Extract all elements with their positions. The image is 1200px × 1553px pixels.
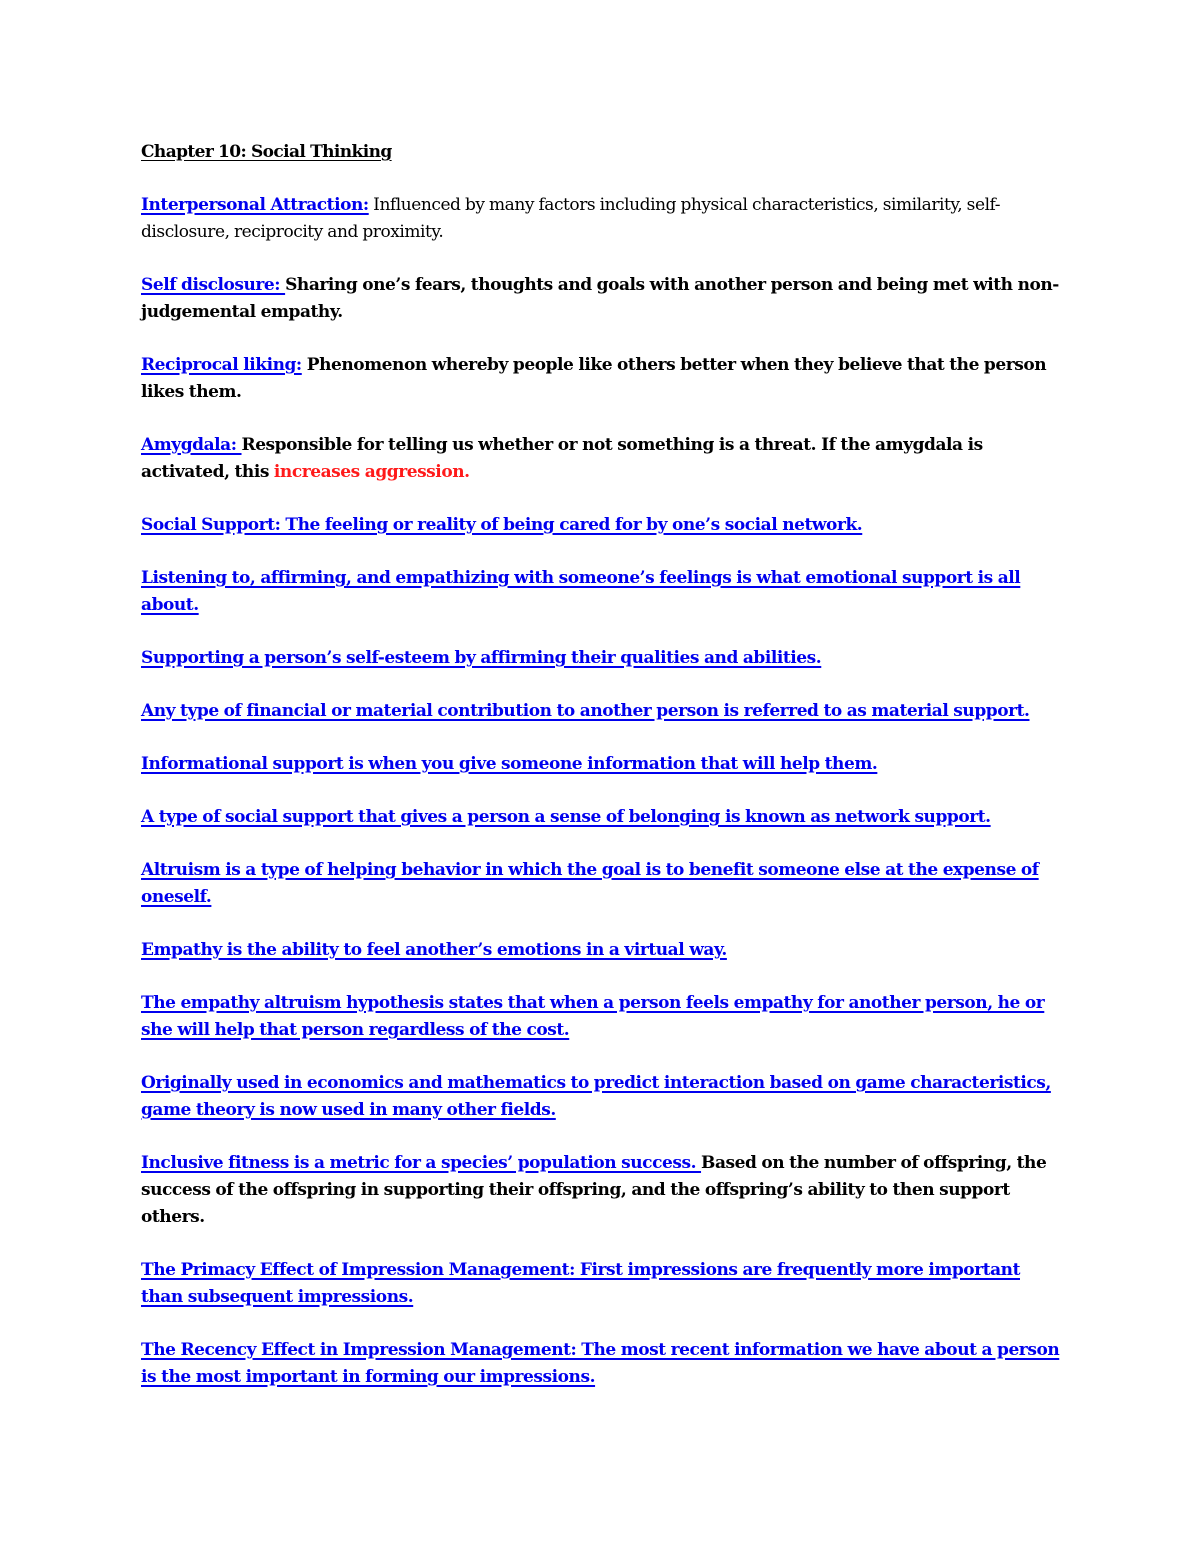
link-paragraph bbox=[141, 751, 1066, 778]
term-interpersonal-attraction[interactable]: Interpersonal Attraction: bbox=[141, 195, 369, 215]
term-self-disclosure[interactable]: Self disclosure: bbox=[141, 275, 286, 295]
definition-text: Phenomenon whereby people like others better when they believe that the person likes them. bbox=[141, 355, 1047, 402]
link-inclusive-fitness[interactable]: Inclusive fitness is a metric for a species’ population success. bbox=[141, 1153, 702, 1173]
inclusive-fitness-text: Based on the number of offspring, the success of the offspring in supporting their offspring, and the offspring’s ability to then support others. bbox=[141, 1153, 1047, 1227]
definition-text: Responsible for telling us whether or not something is a threat. If the amygdala is activated, this bbox=[141, 435, 983, 482]
link-social-support[interactable]: Social Support: The feeling or reality of being cared for by one’s social network. bbox=[141, 515, 863, 535]
link-material-support[interactable]: Any type of financial or material contribution to another person is referred to as material support. bbox=[141, 701, 1030, 721]
link-paragraph bbox=[141, 512, 1066, 539]
chapter-title: Chapter 10: Social Thinking bbox=[141, 142, 392, 162]
link-paragraph bbox=[141, 645, 1066, 672]
document-body bbox=[141, 139, 1066, 1391]
term-amygdala[interactable]: Amygdala: bbox=[141, 435, 242, 455]
definition-text: Sharing one’s fears, thoughts and goals with another person and being met with non-judgemental empathy. bbox=[141, 275, 1059, 322]
definition-amygdala bbox=[141, 432, 1066, 486]
link-paragraph bbox=[141, 937, 1066, 964]
link-informational-support[interactable]: Informational support is when you give someone information that will help them. bbox=[141, 754, 878, 774]
inclusive-fitness-paragraph bbox=[141, 1150, 1066, 1231]
link-recency-effect[interactable]: The Recency Effect in Impression Management: The most recent information we have about a person is the most important in forming our impressions. bbox=[141, 1340, 1060, 1387]
definition-interpersonal-attraction bbox=[141, 192, 1066, 246]
link-paragraph bbox=[141, 1070, 1066, 1124]
definition-self-disclosure bbox=[141, 272, 1066, 326]
link-empathy[interactable]: Empathy is the ability to feel another’s emotions in a virtual way. bbox=[141, 940, 727, 960]
link-paragraph bbox=[141, 804, 1066, 831]
link-paragraph bbox=[141, 565, 1066, 619]
link-altruism[interactable]: Altruism is a type of helping behavior in which the goal is to benefit someone else at the expense of oneself. bbox=[141, 860, 1039, 907]
link-primacy-effect[interactable]: The Primacy Effect of Impression Management: First impressions are frequently more important than subsequent impressions. bbox=[141, 1260, 1020, 1307]
link-esteem-support[interactable]: Supporting a person’s self-esteem by affirming their qualities and abilities. bbox=[141, 648, 822, 668]
link-paragraph bbox=[141, 1337, 1066, 1391]
emphasis-text: increases aggression. bbox=[273, 462, 470, 482]
link-network-support[interactable]: A type of social support that gives a person a sense of belonging is known as network support. bbox=[141, 807, 991, 827]
link-paragraph bbox=[141, 857, 1066, 911]
link-paragraph bbox=[141, 698, 1066, 725]
term-reciprocal-liking[interactable]: Reciprocal liking: bbox=[141, 355, 302, 375]
definition-text: Influenced by many factors including physical characteristics, similarity, self-disclosure, reciprocity and proximity. bbox=[141, 195, 1001, 242]
link-paragraph bbox=[141, 990, 1066, 1044]
link-emotional-support[interactable]: Listening to, affirming, and empathizing with someone’s feelings is what emotional support is all about. bbox=[141, 568, 1021, 615]
link-game-theory[interactable]: Originally used in economics and mathematics to predict interaction based on game characteristics, game theory is now used in many other fields. bbox=[141, 1073, 1051, 1120]
definition-reciprocal-liking bbox=[141, 352, 1066, 406]
link-paragraph bbox=[141, 1257, 1066, 1311]
link-empathy-altruism-hypothesis[interactable]: The empathy altruism hypothesis states that when a person feels empathy for another person, he or she will help that person regardless of the cost. bbox=[141, 993, 1045, 1040]
